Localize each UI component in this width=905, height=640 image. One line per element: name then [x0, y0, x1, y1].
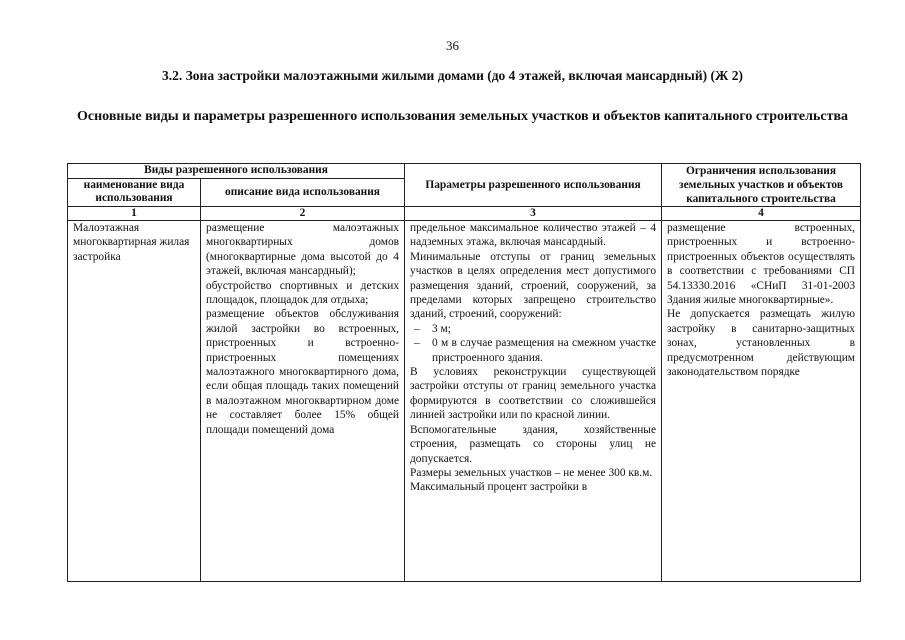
description-line-2: обустройство спортивных и детских площадок, площадок для отдыха;: [206, 279, 400, 307]
setback-list: [410, 322, 656, 365]
limits-line-1: размещение встроенных, пристроенных и встроенно-пристроенных объектов осуществлять в соответствии с требованиями СП 54.13330.2016 «СНиП 31-01-2003 Здания жилые многоквартирные».: [667, 222, 856, 307]
table-caption: Основные виды и параметры разрешенного использования земельных участков и объектов капитального строительства: [77, 109, 849, 124]
section-title: 3.2. Зона застройки малоэтажными жилыми домами (до 4 этажей, включая мансардный) (Ж 2): [162, 68, 743, 83]
params-max-coverage: Максимальный процент застройки в: [410, 481, 588, 494]
header-limits: Ограничения использования земельных участков и объектов капитального строительства: [662, 164, 861, 207]
use-name-cell: [68, 221, 201, 582]
params-reconstruction: В условиях реконструкции существующей застройки отступы от границ земельного участка формируются в соответствии со сложившейся линией застройки или по красной линии.: [410, 366, 657, 422]
params-max-floors: предельное максимальное количество этажей – 4 надземных этажа, включая мансардный.: [410, 222, 657, 249]
limits-line-2: Не допускается размещать жилую застройку в санитарно-защитных зонах, установленных в предусмотренном действующим законодательством порядке: [667, 308, 856, 379]
col-number-1: 1: [68, 207, 201, 221]
header-use-name: наименование вида использования: [68, 178, 201, 206]
description-line-3: размещение объектов обслуживания жилой застройки во встроенных, пристроенных и встроенно-пристроенных помещениях малоэтажного многоквартирного дома, если общая площадь таких помещений в малоэтажном многоквартирном доме не составляет более 15% общей площади помещений дома: [206, 308, 400, 436]
params-min-setbacks: Минимальные отступы от границ земельных участков в целях определения мест допустимого размещения зданий, строений, сооружений, за пределами которых запрещено строительство зданий, строений, сооружений:: [410, 250, 657, 321]
regulations-table: [67, 163, 861, 582]
col-number-3: 3: [405, 207, 662, 221]
col-number-4: 4: [662, 207, 861, 221]
params-auxiliary-buildings: Вспомогательные здания, хозяйственные строения, размещать со стороны улиц не допускается.: [410, 423, 657, 465]
header-permitted-uses: Виды разрешенного использования: [68, 164, 405, 179]
column-numbers-row: [68, 207, 861, 221]
limits-cell: [662, 221, 861, 582]
list-item: – 3 м;: [410, 322, 656, 336]
list-item: – 0 м в случае размещения на смежном участке пристроенного здания.: [410, 336, 656, 365]
table-header-row: [68, 164, 861, 179]
use-description-cell: [201, 221, 405, 582]
header-params: Параметры разрешенного использования: [405, 164, 662, 207]
description-line-1: размещение малоэтажных многоквартирных домов (многоквартирные дома высотой до 4 этажей, включая мансардный);: [206, 222, 400, 278]
params-clip: [410, 221, 656, 581]
params-plot-size: Размеры земельных участков – не менее 300 кв.м.: [410, 466, 653, 479]
page-number: 36: [446, 38, 459, 53]
use-name: Малоэтажная многоквартирная жилая застройка: [73, 222, 190, 263]
params-cell: [405, 221, 662, 582]
col-number-2: 2: [201, 207, 405, 221]
table-row: [68, 221, 861, 582]
header-use-description: описание вида использования: [201, 178, 405, 206]
